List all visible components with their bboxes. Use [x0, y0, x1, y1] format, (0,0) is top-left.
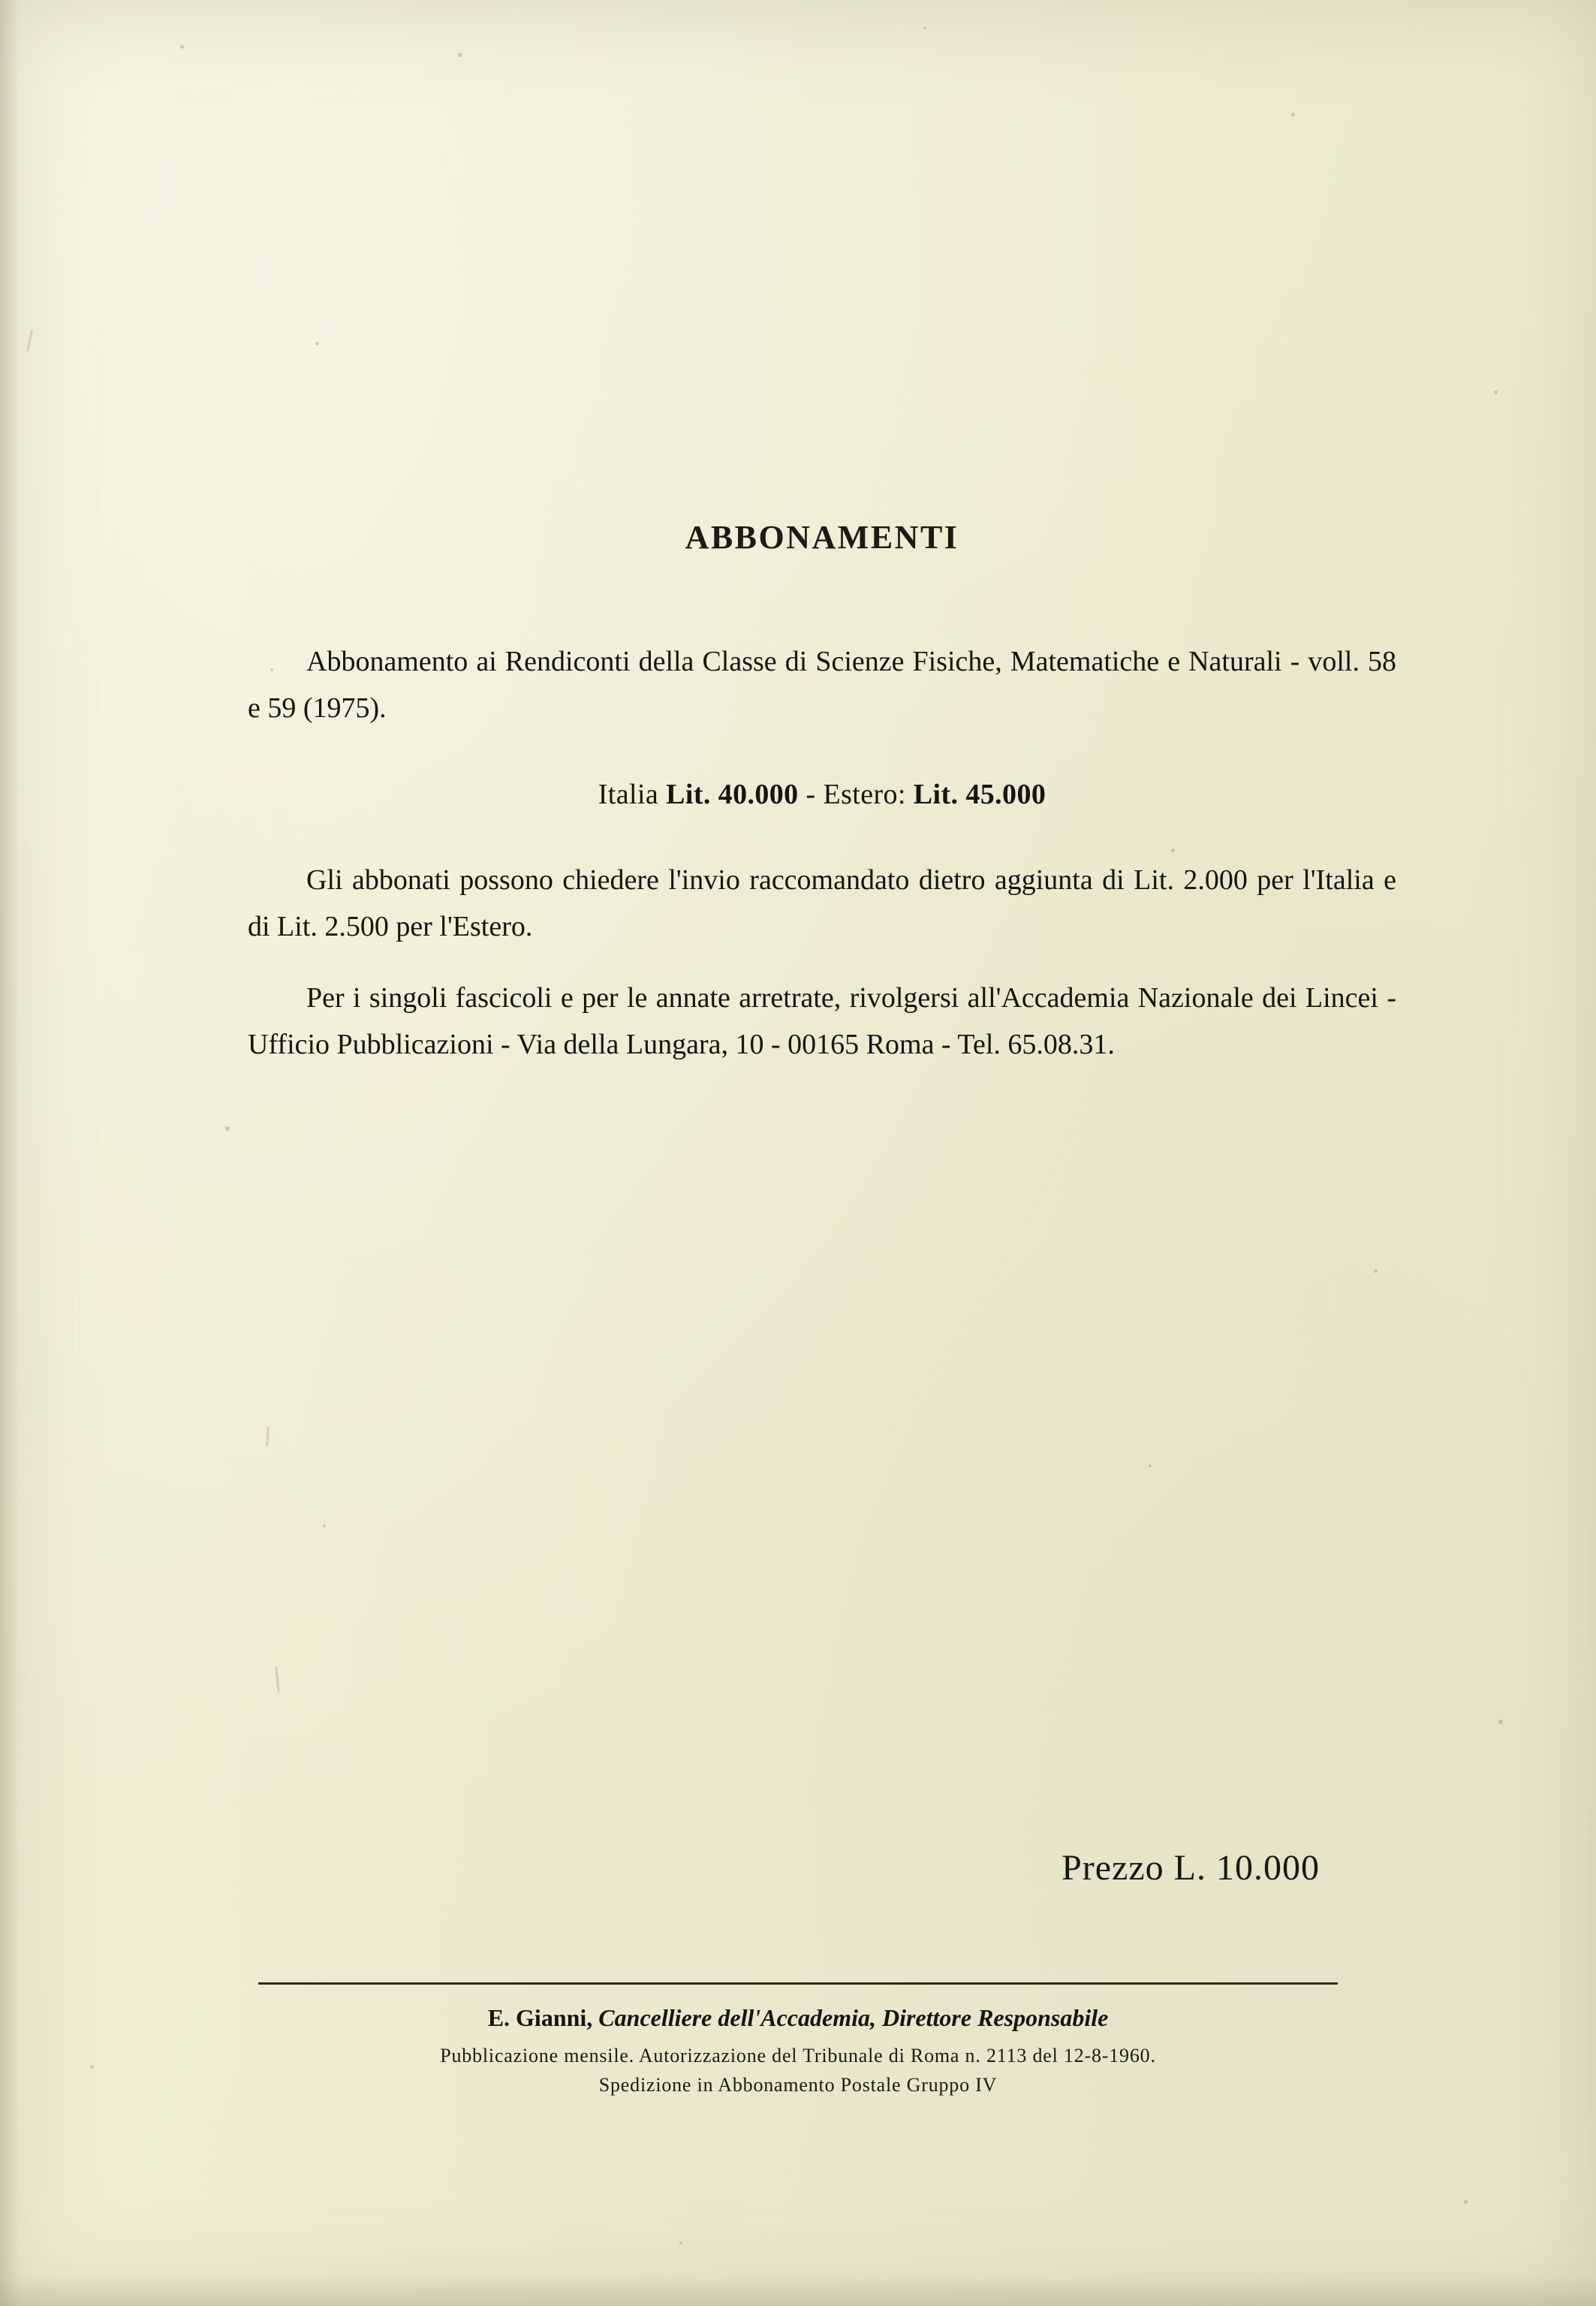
paper-speck [90, 2065, 94, 2069]
page-bottom-edge-shadow [0, 2276, 1596, 2306]
footer-editor-role: Cancelliere dell'Accademia, Direttore Responsabile [598, 2004, 1109, 2031]
paper-speck [180, 45, 184, 49]
price-separator: - [806, 779, 816, 811]
paper-speck [679, 2241, 682, 2244]
price-italia-value: Lit. 40.000 [666, 779, 799, 811]
footer-divider [258, 1982, 1338, 1985]
price-estero-label: Estero: [823, 779, 906, 811]
paper-speck [323, 1524, 326, 1527]
page-title: ABBONAMENTI [685, 519, 959, 556]
paper-speck [923, 26, 926, 29]
paper-speck [225, 1126, 230, 1131]
paper-speck [1494, 390, 1498, 394]
paper-speck [1149, 1464, 1152, 1467]
paper-fiber [266, 1427, 270, 1446]
paper-speck [458, 53, 462, 57]
paper-fiber [26, 330, 33, 351]
cover-price: Prezzo L. 10.000 [1061, 1848, 1320, 1888]
footer-authorization: Pubblicazione mensile. Autorizzazione del Tribunale di Roma n. 2113 del 12-8-1960. [440, 2045, 1156, 2066]
paragraph-subscription-scope: Abbonamento ai Rendiconti della Classe di Scienze Fisiche, Matematiche e Naturali - voll. 58 e 59 (1975). [248, 646, 1396, 724]
paper-fiber [275, 1667, 280, 1693]
page-left-edge-shadow [0, 0, 20, 2306]
paper-speck [1464, 2200, 1468, 2204]
price-estero-value: Lit. 45.000 [913, 779, 1046, 811]
paragraph-registered-mail: Gli abbonati possono chiedere l'invio raccomandato dietro aggiunta di Lit. 2.000 per l'Italia e di Lit. 2.500 per l'Estero. [248, 864, 1396, 942]
paper-speck [315, 342, 319, 345]
paragraph-back-issues: Per i singoli fascicoli e per le annate arretrate, rivolgersi all'Accademia Nazionale dei Lincei - Ufficio Pubblicazioni - Via della Lungara, 10 - 00165 Roma - Tel. 65.08.31. [248, 982, 1396, 1060]
footer-editor-name: E. Gianni, [487, 2004, 593, 2031]
footer-editor [258, 2004, 1338, 2032]
paper-speck [1374, 1269, 1378, 1273]
page-footer [258, 1982, 1338, 2100]
price-italia-label: Italia [598, 779, 659, 811]
paper-speck [1291, 113, 1295, 116]
subscription-block [248, 518, 1396, 1068]
footer-postal: Spedizione in Abbonamento Postale Gruppo IV [598, 2074, 998, 2096]
price-line [248, 778, 1396, 811]
paper-speck [1498, 1720, 1503, 1724]
